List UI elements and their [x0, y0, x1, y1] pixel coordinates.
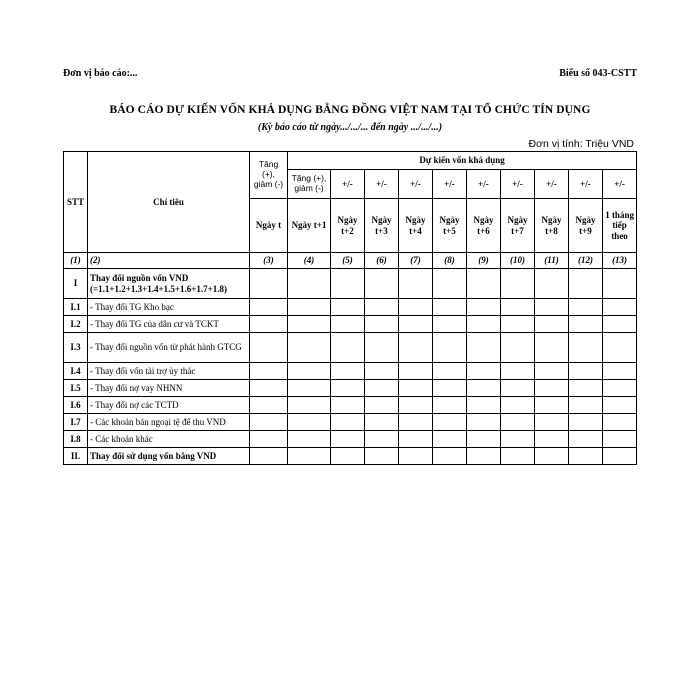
value-cell — [603, 299, 637, 316]
column-number: (7) — [399, 253, 433, 269]
value-cell — [501, 448, 535, 465]
value-cell — [250, 363, 288, 380]
report-period: (Kỳ báo cáo từ ngày.../.../... đến ngày .../.../...) — [257, 122, 443, 133]
value-cell — [399, 299, 433, 316]
row-label: - Thay đổi nợ các TCTD — [88, 397, 250, 414]
value-cell — [433, 414, 467, 431]
value-cell — [288, 448, 331, 465]
header-tang-giam-2: Tăng (+), giảm (-) — [288, 170, 331, 199]
column-number: (2) — [88, 253, 250, 269]
row-stt: I.5 — [64, 380, 88, 397]
value-cell — [288, 333, 331, 363]
header-day-label: Ngày t+8 — [535, 199, 569, 253]
value-cell — [467, 414, 501, 431]
value-cell — [399, 448, 433, 465]
value-cell — [467, 380, 501, 397]
value-cell — [250, 414, 288, 431]
header-chi-tieu: Chỉ tiêu — [88, 152, 250, 253]
row-stt: II. — [64, 448, 88, 465]
header-plus-minus: +/- — [501, 170, 535, 199]
header-du-kien: Dự kiến vốn khả dụng — [288, 152, 637, 170]
table-row — [64, 316, 637, 333]
value-cell — [501, 316, 535, 333]
value-cell — [433, 397, 467, 414]
value-cell — [603, 380, 637, 397]
value-cell — [501, 431, 535, 448]
value-cell — [433, 363, 467, 380]
row-label: - Thay đổi TG của dân cư và TCKT — [88, 316, 250, 333]
value-cell — [535, 414, 569, 431]
header-day-label: Ngày t+6 — [467, 199, 501, 253]
row-stt: I.8 — [64, 431, 88, 448]
value-cell — [433, 299, 467, 316]
value-cell — [569, 269, 603, 299]
value-cell — [365, 414, 399, 431]
row-stt: I.1 — [64, 299, 88, 316]
value-cell — [501, 299, 535, 316]
value-cell — [535, 431, 569, 448]
value-cell — [535, 397, 569, 414]
value-cell — [535, 269, 569, 299]
value-cell — [250, 431, 288, 448]
table-row — [64, 363, 637, 380]
value-cell — [365, 363, 399, 380]
value-cell — [250, 380, 288, 397]
value-cell — [603, 448, 637, 465]
header-day-label: Ngày t+5 — [433, 199, 467, 253]
value-cell — [501, 333, 535, 363]
header-stt: STT — [64, 152, 88, 253]
value-cell — [331, 299, 365, 316]
value-cell — [535, 363, 569, 380]
row-stt: I — [64, 269, 88, 299]
value-cell — [535, 333, 569, 363]
column-number: (8) — [433, 253, 467, 269]
form-number-label: Biểu số 043-CSTT — [559, 68, 637, 79]
value-cell — [433, 316, 467, 333]
value-cell — [467, 448, 501, 465]
value-cell — [535, 448, 569, 465]
row-stt: I.7 — [64, 414, 88, 431]
value-cell — [365, 269, 399, 299]
value-cell — [399, 316, 433, 333]
value-cell — [603, 316, 637, 333]
value-cell — [501, 397, 535, 414]
value-cell — [288, 269, 331, 299]
row-label: Thay đổi nguồn vốn VND (=1.1+1.2+1.3+1.4+1.5+1.6+1.7+1.8) — [88, 269, 250, 299]
value-cell — [250, 299, 288, 316]
row-label: - Thay đổi vốn tài trợ ủy thác — [88, 363, 250, 380]
value-cell — [603, 269, 637, 299]
value-cell — [365, 316, 399, 333]
value-cell — [569, 431, 603, 448]
value-cell — [399, 414, 433, 431]
value-cell — [399, 380, 433, 397]
value-cell — [331, 431, 365, 448]
value-cell — [501, 380, 535, 397]
value-cell — [250, 448, 288, 465]
value-cell — [365, 431, 399, 448]
value-cell — [288, 363, 331, 380]
value-cell — [399, 363, 433, 380]
value-cell — [569, 316, 603, 333]
header-plus-minus: +/- — [603, 170, 637, 199]
column-number: (12) — [569, 253, 603, 269]
value-cell — [467, 269, 501, 299]
column-number: (1) — [64, 253, 88, 269]
table-row — [64, 414, 637, 431]
value-cell — [467, 363, 501, 380]
value-cell — [467, 333, 501, 363]
value-cell — [331, 397, 365, 414]
value-cell — [331, 414, 365, 431]
table-row — [64, 269, 637, 299]
value-cell — [569, 448, 603, 465]
column-number: (11) — [535, 253, 569, 269]
value-cell — [331, 448, 365, 465]
row-label: - Các khoản bán ngoại tệ để thu VND — [88, 414, 250, 431]
value-cell — [603, 363, 637, 380]
value-cell — [433, 380, 467, 397]
value-cell — [365, 333, 399, 363]
header-day-label: Ngày t+3 — [365, 199, 399, 253]
value-cell — [365, 397, 399, 414]
row-stt: I.6 — [64, 397, 88, 414]
value-cell — [288, 380, 331, 397]
value-cell — [250, 333, 288, 363]
report-title: BÁO CÁO DỰ KIẾN VỐN KHẢ DỤNG BẰNG ĐỒNG VIỆT NAM TẠI TỔ CHỨC TÍN DỤNG — [109, 104, 591, 116]
value-cell — [365, 299, 399, 316]
row-label: - Thay đổi nguồn vốn từ phát hành GTCG — [88, 333, 250, 363]
value-cell — [535, 380, 569, 397]
header-day-label: Ngày t+7 — [501, 199, 535, 253]
header-plus-minus: +/- — [433, 170, 467, 199]
value-cell — [433, 269, 467, 299]
header-plus-minus: +/- — [467, 170, 501, 199]
row-label: - Thay đổi TG Kho bạc — [88, 299, 250, 316]
value-cell — [535, 299, 569, 316]
value-cell — [288, 299, 331, 316]
value-cell — [288, 397, 331, 414]
column-number: (10) — [501, 253, 535, 269]
reporting-unit-label: Đơn vị báo cáo:... — [63, 68, 138, 79]
row-label: Thay đổi sử dụng vốn bằng VND — [88, 448, 250, 465]
header-day-label: Ngày t+4 — [399, 199, 433, 253]
value-cell — [467, 299, 501, 316]
header-day-label: Ngày t+1 — [288, 199, 331, 253]
header-plus-minus: +/- — [569, 170, 603, 199]
header-day-label: Ngày t — [250, 199, 288, 253]
value-cell — [467, 431, 501, 448]
value-cell — [603, 414, 637, 431]
table-row — [64, 448, 637, 465]
value-cell — [535, 316, 569, 333]
value-cell — [569, 380, 603, 397]
value-cell — [569, 397, 603, 414]
value-cell — [399, 333, 433, 363]
value-cell — [288, 316, 331, 333]
value-cell — [569, 299, 603, 316]
value-cell — [569, 363, 603, 380]
header-plus-minus: +/- — [331, 170, 365, 199]
value-cell — [399, 397, 433, 414]
value-cell — [288, 431, 331, 448]
table-row — [64, 299, 637, 316]
value-cell — [467, 316, 501, 333]
value-cell — [603, 431, 637, 448]
value-cell — [467, 397, 501, 414]
row-label: - Thay đổi nợ vay NHNN — [88, 380, 250, 397]
value-cell — [569, 333, 603, 363]
value-cell — [501, 363, 535, 380]
value-cell — [603, 397, 637, 414]
header-tang-giam: Tăng (+), giảm (-) — [250, 152, 288, 199]
value-cell — [250, 316, 288, 333]
table-row — [64, 431, 637, 448]
row-stt: I.4 — [64, 363, 88, 380]
value-cell — [331, 333, 365, 363]
header-day-label: Ngày t+2 — [331, 199, 365, 253]
row-stt: I.2 — [64, 316, 88, 333]
value-cell — [331, 380, 365, 397]
table-row — [64, 333, 637, 363]
value-cell — [603, 333, 637, 363]
value-cell — [569, 414, 603, 431]
column-number: (3) — [250, 253, 288, 269]
row-label: - Các khoản khác — [88, 431, 250, 448]
value-cell — [433, 431, 467, 448]
column-number: (13) — [603, 253, 637, 269]
value-cell — [331, 316, 365, 333]
value-cell — [250, 269, 288, 299]
header-plus-minus: +/- — [399, 170, 433, 199]
table-row — [64, 380, 637, 397]
value-cell — [399, 431, 433, 448]
unit-label: Đơn vị tính: Triệu VND — [528, 138, 634, 150]
value-cell — [331, 269, 365, 299]
value-cell — [365, 448, 399, 465]
value-cell — [331, 363, 365, 380]
column-number: (9) — [467, 253, 501, 269]
header-plus-minus: +/- — [365, 170, 399, 199]
value-cell — [250, 397, 288, 414]
value-cell — [433, 333, 467, 363]
column-number: (6) — [365, 253, 399, 269]
table-row — [64, 397, 637, 414]
value-cell — [501, 414, 535, 431]
value-cell — [399, 269, 433, 299]
value-cell — [501, 269, 535, 299]
column-number: (4) — [288, 253, 331, 269]
row-stt: I.3 — [64, 333, 88, 363]
header-day-label: 1 tháng tiếp theo — [603, 199, 637, 253]
value-cell — [288, 414, 331, 431]
header-day-label: Ngày t+9 — [569, 199, 603, 253]
header-plus-minus: +/- — [535, 170, 569, 199]
value-cell — [365, 380, 399, 397]
column-number: (5) — [331, 253, 365, 269]
value-cell — [433, 448, 467, 465]
report-table — [63, 151, 637, 465]
